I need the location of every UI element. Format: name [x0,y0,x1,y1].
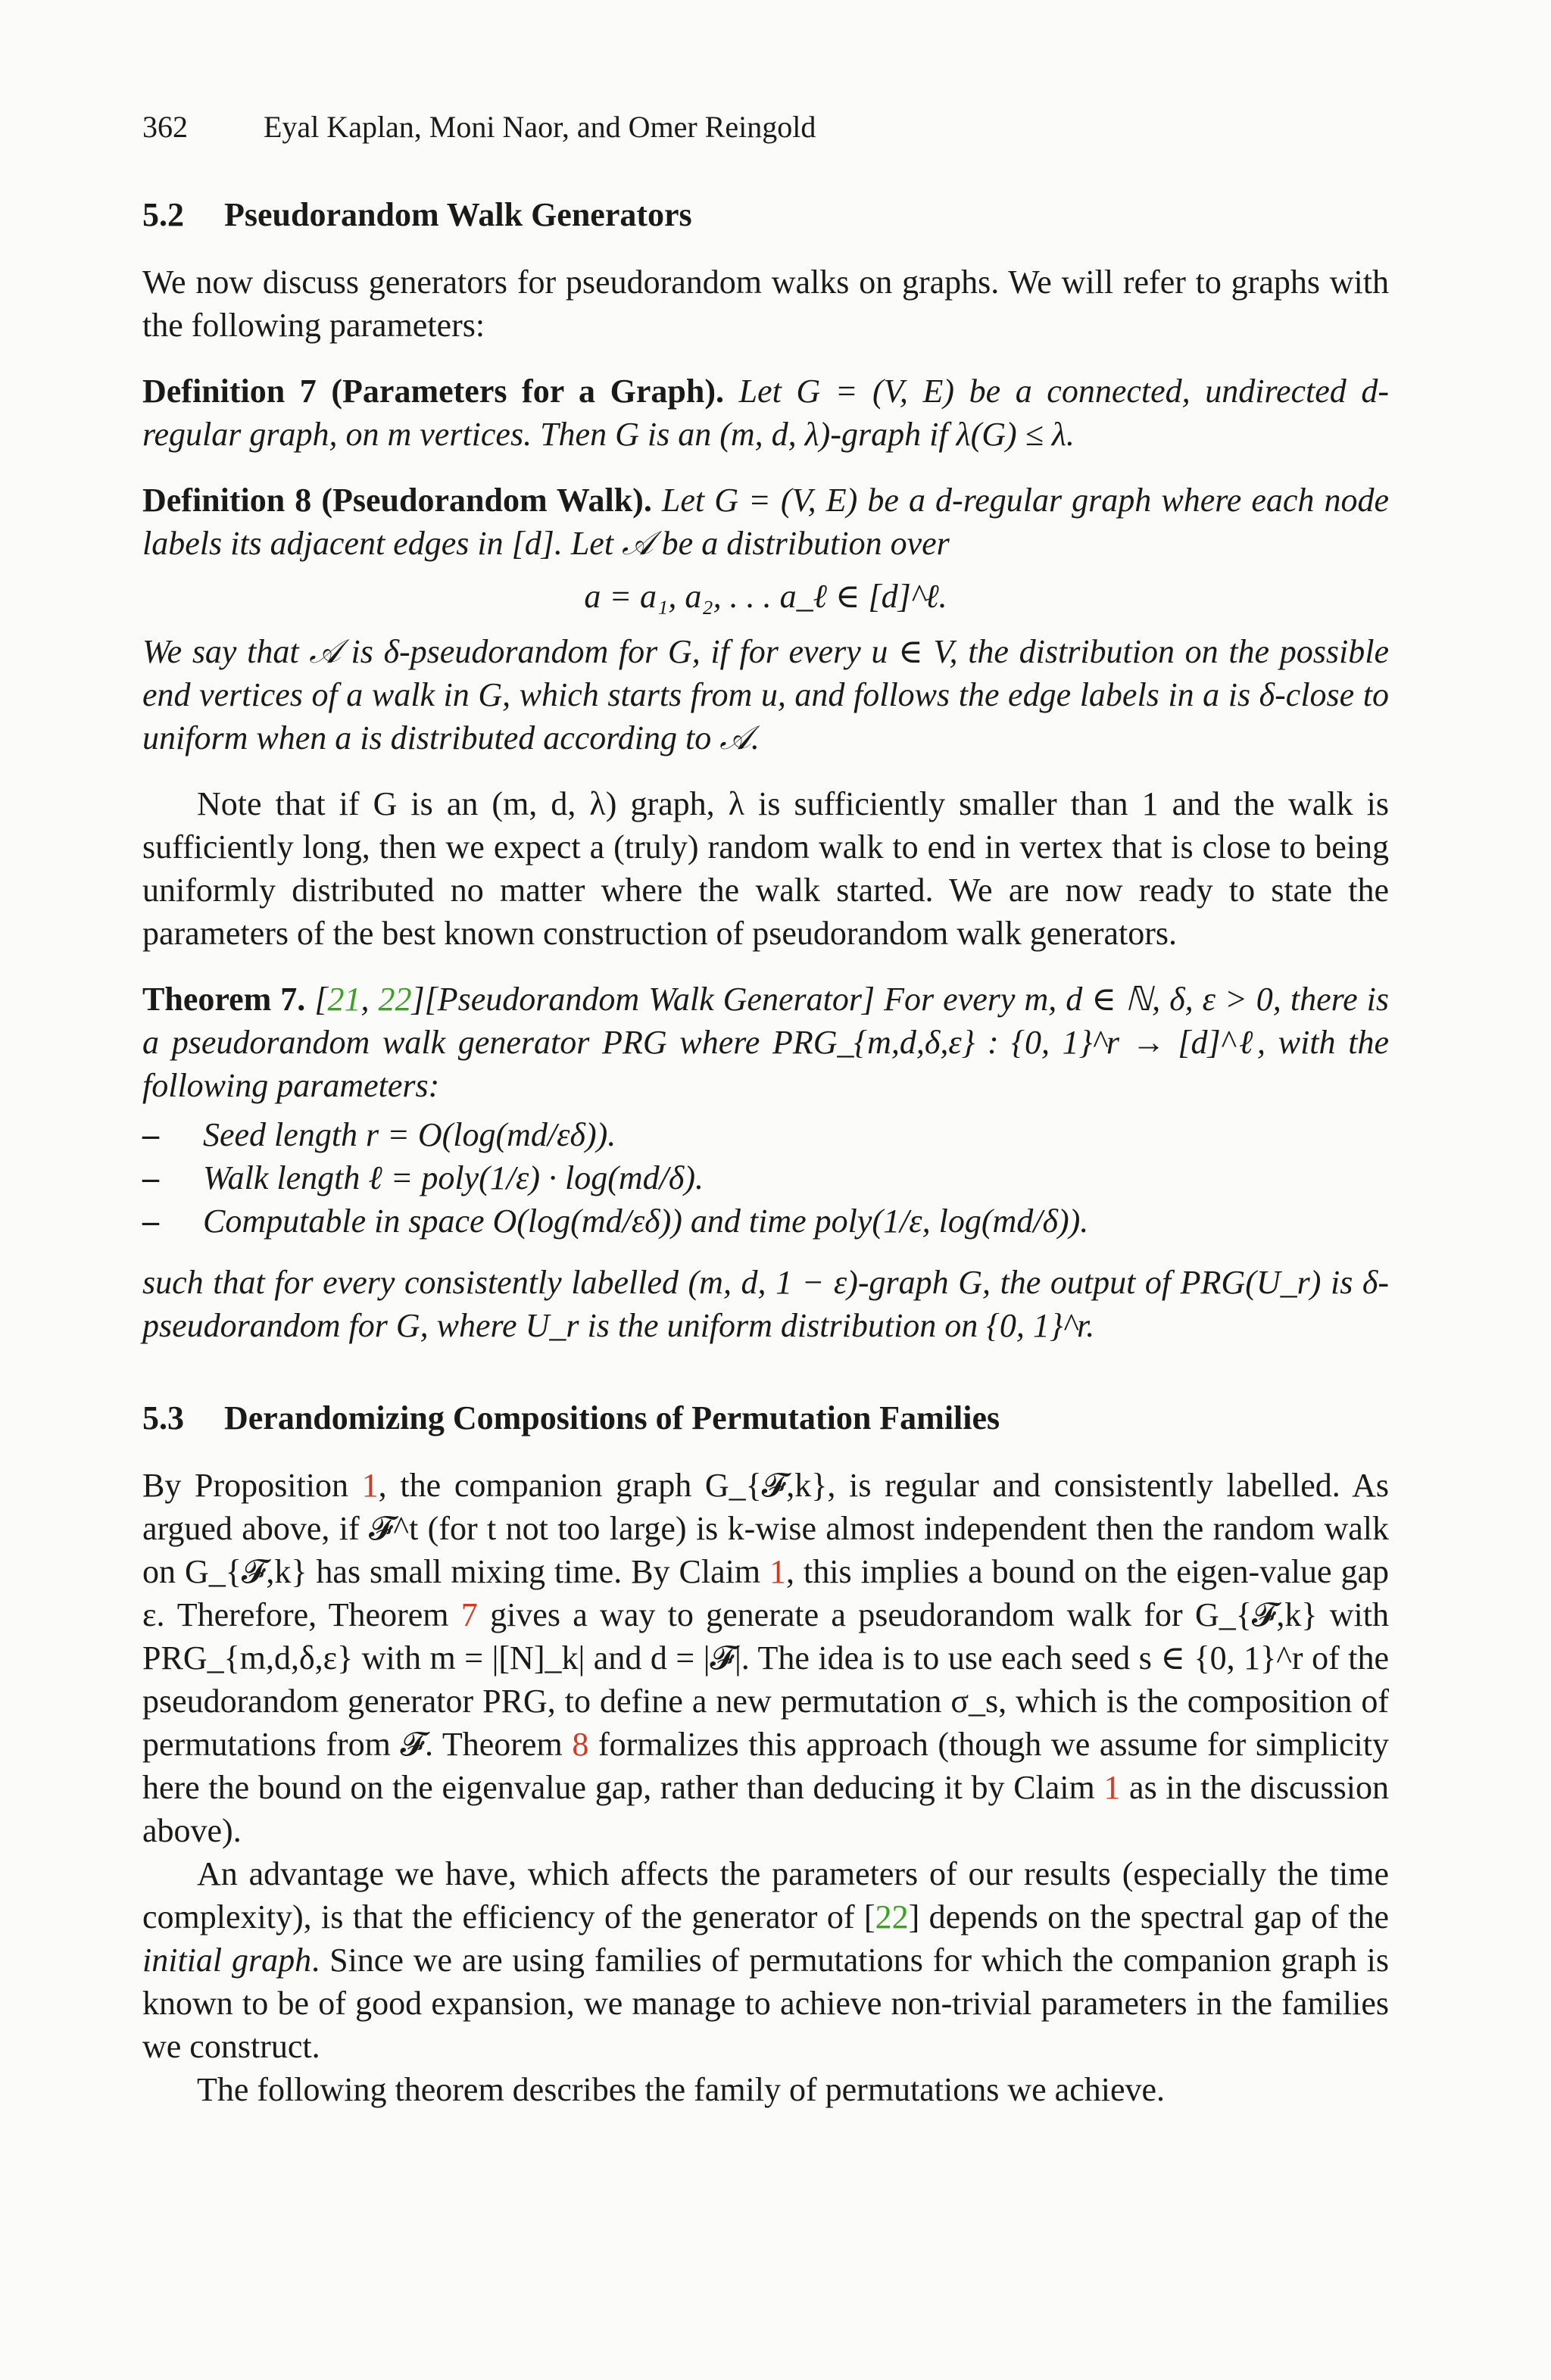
emphasis: initial graph [142,1942,312,1979]
definition-8 [142,479,1389,565]
definition-8-label: Definition 8 (Pseudorandom Walk). [142,482,652,519]
theorem-7 [142,978,1389,1107]
closing-paragraph: The following theorem describes the family of permutations we achieve. [197,2071,1166,2108]
author-line: Eyal Kaplan, Moni Naor, and Omer Reingold [264,110,816,144]
text-run: formalizes this approach (though we assume for simplicity here the bound on the eigenvalue gap, rather than deducing it by Claim [142,1726,1389,1806]
running-header [142,106,1389,148]
section-number: 5.2 [142,196,184,233]
citation-link-21[interactable]: 21 [327,981,361,1018]
page-number: 362 [142,110,188,144]
theorem-7-body: ][Pseudorandom Walk Generator] For every m, d ∈ ℕ, δ, ε > 0, there is a pseudorandom walk generator PRG where PRG_{m,d,δ,ε} : {0, 1}^r → [d]^ℓ, with the following parameters: [142,981,1390,1104]
section-title: Derandomizing Compositions of Permutation Families [224,1399,1000,1436]
note-paragraph: Note that if G is an (m, d, λ) graph, λ is sufficiently smaller than 1 and the walk is sufficiently long, then we expect a (truly) random walk to end in vertex that is close to being uniformly distributed no matter where the walk started. We are now ready to state the parameters of the best known construction of pseudorandom walk generators. [142,785,1389,952]
citation-link-22[interactable]: 22 [875,1898,909,1936]
list-item: – Computable in space O(log(md/εδ)) and time poly(1/ε, log(md/δ)). [142,1202,1089,1240]
definition-7-label: Definition 7 (Parameters for a Graph). [142,373,724,410]
text-run: By Proposition [142,1467,362,1504]
theorem-7-parameter-list [142,1113,1389,1243]
claim-link[interactable]: 1 [1103,1769,1121,1806]
text-run: ] depends on the spectral gap of the [908,1898,1390,1936]
text-run: , the companion graph G_{𝓕,k}, is regular and consistently labelled. As argued above, if 𝓕^t (for t not too large) is k-wise almost independent then the random walk on G_{𝓕,k} has small mixing time. By Claim [142,1467,1389,1590]
list-item: – Seed length r = O(log(md/εδ)). [142,1116,616,1153]
definition-8-continuation: We say that 𝒜 is δ-pseudorandom for G, if for every u ∈ V, the distribution on the possible end vertices of a walk in G, which starts from u, and follows the edge labels in a is δ-close to uniform when a is distributed according to 𝒜. [142,633,1389,756]
text-run: An advantage we have, which affects the parameters of our results (especially the time complexity), is that the efficiency of the generator of [ [142,1855,1389,1936]
section-heading-5-2 [142,192,1389,238]
definition-8-body: Let G = (V, E) be a d-regular graph where each node labels its adjacent edges in [d]. Let 𝒜 be a distribution over [142,482,1389,562]
section-heading-5-3 [142,1396,1389,1441]
section-number: 5.3 [142,1399,184,1436]
proposition-paragraph [142,1464,1389,1852]
text-run: as in the discussion above). [142,1769,1389,1849]
definition-7-body: Let G = (V, E) be a connected, undirected d-regular graph, on m vertices. Then G is an (m, d, λ)-graph if λ(G) ≤ λ. [142,373,1389,453]
text-run: . Since we are using families of permutations for which the companion graph is known to be of good expansion, we manage to achieve non-trivial parameters in the families we construct. [142,1942,1390,2065]
text-run: , this implies a bound on the eigen-value gap ε. Therefore, Theorem [142,1553,1389,1633]
paper-page [142,106,1389,2111]
list-item-text: Walk length ℓ = poly(1/ε) · log(md/δ). [203,1159,704,1196]
theorem-link-8[interactable]: 8 [572,1726,589,1763]
citation-separator: , [360,981,379,1018]
advantage-paragraph [142,1852,1389,2068]
list-item-text: Seed length r = O(log(md/εδ)). [203,1116,616,1153]
theorem-7-label: Theorem 7. [142,981,306,1018]
theorem-7-tail: such that for every consistently labelled (m, d, 1 − ε)-graph G, the output of PRG(U_r) is δ-pseudorandom for G, where U_r is the uniform distribution on {0, 1}^r. [142,1264,1389,1344]
claim-link[interactable]: 1 [769,1553,787,1590]
list-item-text: Computable in space O(log(md/εδ)) and time poly(1/ε, log(md/δ)). [203,1202,1089,1240]
theorem-bracket: [ [314,981,328,1018]
proposition-link[interactable]: 1 [361,1467,379,1504]
display-equation: a = a₁, a₂, . . . a_ℓ ∈ [d]^ℓ. [584,578,947,615]
citation-link-22[interactable]: 22 [378,981,412,1018]
definition-7 [142,370,1389,456]
intro-paragraph: We now discuss generators for pseudorandom walks on graphs. We will refer to graphs with the following parameters: [142,264,1389,344]
theorem-link-7[interactable]: 7 [460,1596,478,1633]
section-title: Pseudorandom Walk Generators [224,196,692,233]
text-run: gives a way to generate a pseudorandom walk for G_{𝓕,k} with PRG_{m,d,δ,ε} with m = |[N]_k| and d = |𝓕|. The idea is to use each seed s ∈ {0, 1}^r of the pseudorandom generator PRG, to define a new permutation σ_s, which is the composition of permutations from 𝓕. Theorem [142,1596,1389,1763]
list-item: – Walk length ℓ = poly(1/ε) · log(md/δ). [142,1159,704,1196]
